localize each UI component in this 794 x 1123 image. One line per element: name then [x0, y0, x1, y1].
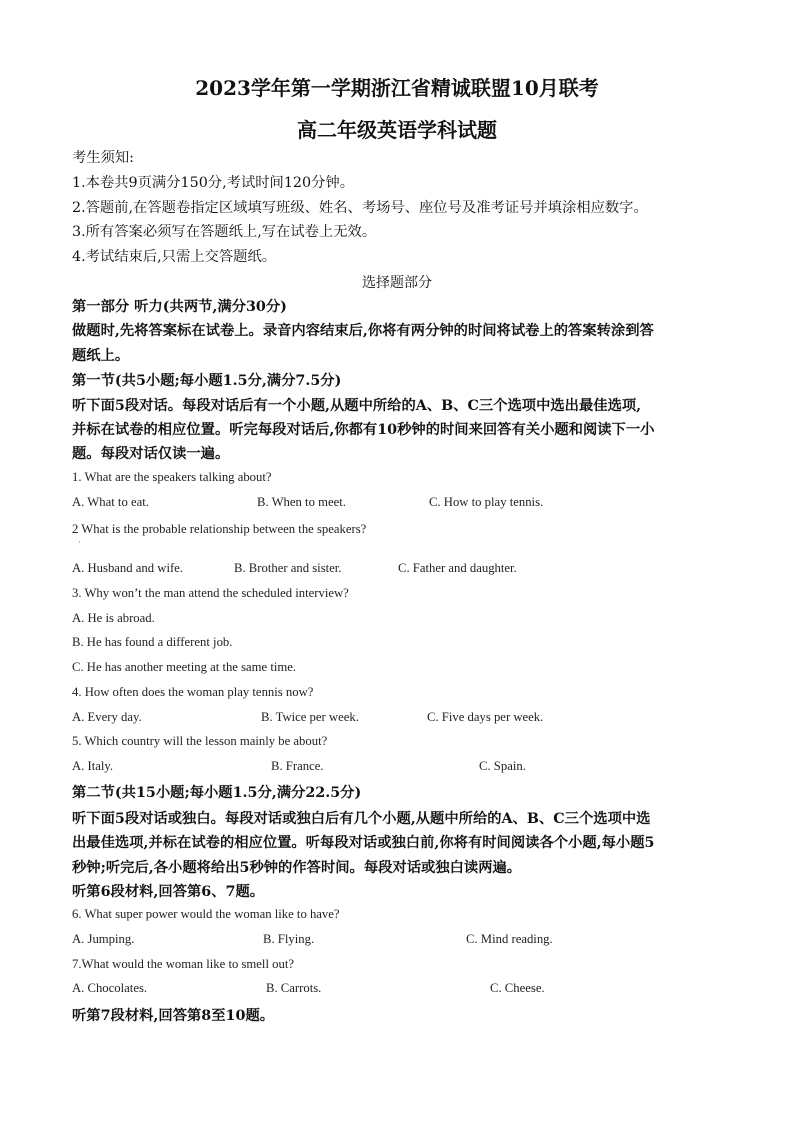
option-c: C. Father and daughter.	[398, 561, 517, 575]
part1-instruction: 题纸上。	[72, 348, 130, 364]
section2-instruction: 秒钟;听完后,各小题将给出5秒钟的作答时间。每段对话或独白读两遍。	[72, 860, 522, 876]
notice-item: 2.答题前,在答题卷指定区域填写班级、姓名、考场号、座位号及准考证号并填涂相应数字。	[72, 200, 648, 216]
option-c: C. Five days per week.	[427, 710, 544, 724]
option-c: C. Mind reading.	[466, 932, 553, 946]
question-stem: 7.What would the woman like to smell out?	[72, 957, 294, 971]
option-c: C. He has another meeting at the same time.	[72, 660, 297, 674]
option-b: B. Flying.	[263, 932, 315, 946]
section2-instruction: 听下面5段对话或独白。每段对话或独白后有几个小题,从题中所给的A、B、C三个选项中选	[72, 811, 651, 827]
section-title: 选择题部分	[362, 275, 432, 291]
option-c: C. Cheese.	[490, 981, 545, 995]
material-heading: 听第7段材料,回答第8至10题。	[72, 1008, 275, 1024]
question-stem: 5. Which country will the lesson mainly be about?	[72, 734, 328, 748]
material-heading: 听第6段材料,回答第6、7题。	[72, 884, 265, 900]
option-b: B. When to meet.	[257, 495, 346, 509]
option-b: B. Twice per week.	[261, 710, 359, 724]
option-a: A. Jumping.	[72, 932, 135, 946]
option-c: C. How to play tennis.	[429, 495, 544, 509]
question-stem: 3. Why won’t the man attend the scheduled interview?	[72, 586, 349, 600]
section2-heading: 第二节(共15小题;每小题1.5分,满分22.5分)	[72, 785, 362, 801]
option-b: B. He has found a different job.	[72, 635, 233, 649]
option-b: B. France.	[271, 759, 324, 773]
notice-item: 1.本卷共9页满分150分,考试时间120分钟。	[72, 175, 355, 191]
question-stem: 1. What are the speakers talking about?	[72, 470, 272, 484]
option-a: A. He is abroad.	[72, 611, 155, 625]
notice-item: 3.所有答案必须写在答题纸上,写在试卷上无效。	[72, 224, 377, 240]
section2-instruction: 出最佳选项,并标在试卷的相应位置。听每段对话或独白前,你将有时间阅读各个小题,每小题5	[72, 835, 655, 851]
section1-instruction: 听下面5段对话。每段对话后有一个小题,从题中所给的A、B、C三个选项中选出最佳选项,	[72, 398, 642, 414]
option-a: A. Husband and wife.	[72, 561, 183, 575]
question-stem: 6. What super power would the woman like to have?	[72, 907, 340, 921]
option-c: C. Spain.	[479, 759, 526, 773]
option-a: A. Chocolates.	[72, 981, 148, 995]
part1-heading: 第一部分 听力(共两节,满分30分)	[72, 299, 287, 315]
option-a: A. Every day.	[72, 710, 142, 724]
exam-title: 2023学年第一学期浙江省精诚联盟10月联考	[195, 76, 599, 100]
option-b: B. Brother and sister.	[234, 561, 342, 575]
question-stem: 2 What is the probable relationship between the speakers?	[72, 522, 367, 536]
part1-instruction: 做题时,先将答案标在试卷上。录音内容结束后,你将有两分钟的时间将试卷上的答案转涂到答	[72, 323, 654, 339]
notice-item: 4.考试结束后,只需上交答题纸。	[72, 249, 277, 265]
exam-subtitle: 高二年级英语学科试题	[297, 118, 497, 142]
option-a: A. Italy.	[72, 759, 114, 773]
section1-heading: 第一节(共5小题;每小题1.5分,满分7.5分)	[72, 373, 342, 389]
stray-dot: ·	[78, 538, 81, 547]
section1-instruction: 题。每段对话仅读一遍。	[72, 446, 230, 462]
notice-heading: 考生须知:	[72, 150, 135, 166]
option-a: A. What to eat.	[72, 495, 149, 509]
option-b: B. Carrots.	[266, 981, 322, 995]
section1-instruction: 并标在试卷的相应位置。听完每段对话后,你都有10秒钟的时间来回答有关小题和阅读下一小	[72, 422, 655, 438]
question-stem: 4. How often does the woman play tennis now?	[72, 685, 314, 699]
